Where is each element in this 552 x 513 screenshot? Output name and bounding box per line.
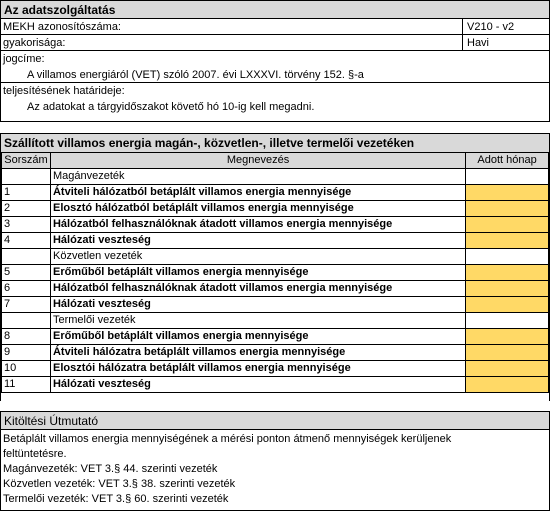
row-num: 4 bbox=[2, 233, 51, 249]
adott-honap-input[interactable] bbox=[466, 185, 549, 201]
adatszolgaltatas-title: Az adatszolgáltatás bbox=[1, 1, 549, 19]
col-sorszam: Sorszám bbox=[2, 153, 51, 169]
table-row bbox=[2, 185, 549, 201]
row-text: Elosztó hálózatból betáplált villamos energia mennyisége bbox=[50, 201, 465, 217]
col-adott-honap: Adott hónap bbox=[466, 153, 549, 169]
adott-honap-input[interactable] bbox=[466, 345, 549, 361]
table-row bbox=[2, 217, 549, 233]
adott-honap-input[interactable] bbox=[466, 377, 549, 393]
table-row bbox=[2, 361, 549, 377]
row-text: Átviteli hálózatra betáplált villamos energia mennyisége bbox=[50, 345, 465, 361]
vezetek-section bbox=[0, 133, 550, 401]
row-num: 11 bbox=[2, 377, 51, 393]
row-text: Hálózati veszteség bbox=[50, 297, 465, 313]
adatszolgaltatas-section bbox=[0, 0, 550, 122]
guide-line: Magánvezeték: VET 3.§ 44. szerinti vezeték bbox=[3, 463, 218, 475]
row-num: 3 bbox=[2, 217, 51, 233]
hatarido-value: Az adatokat a tárgyidőszakot követő hó 10-ig kell megadni. bbox=[27, 101, 315, 113]
vezetek-table-header bbox=[2, 153, 549, 169]
gyakorisag-label: gyakorisága: bbox=[3, 35, 463, 51]
gyakorisag-row bbox=[1, 35, 549, 51]
table-row bbox=[2, 345, 549, 361]
row-text: Erőműből betáplált villamos energia mennyisége bbox=[50, 329, 465, 345]
table-row bbox=[2, 377, 549, 393]
mekh-label: MEKH azonosítószáma: bbox=[3, 19, 463, 35]
row-num: 8 bbox=[2, 329, 51, 345]
row-num: 2 bbox=[2, 201, 51, 217]
jogcime-label-row bbox=[1, 51, 549, 67]
kitoltesi-utmutato-title: Kitöltési Útmutató bbox=[1, 412, 549, 430]
vezetek-title: Szállított villamos energia magán-, közvetlen-, illetve termelői vezetéken bbox=[1, 134, 549, 152]
guide-line: feltüntetésre. bbox=[3, 448, 67, 460]
table-row bbox=[2, 233, 549, 249]
row-text: Hálózatból felhasználóknak átadott villamos energia mennyisége bbox=[50, 281, 465, 297]
adott-honap-input[interactable] bbox=[466, 233, 549, 249]
row-num: 1 bbox=[2, 185, 51, 201]
guide-line: Közvetlen vezeték: VET 3.§ 38. szerinti vezeték bbox=[3, 478, 236, 490]
row-num: 10 bbox=[2, 361, 51, 377]
vezetek-table bbox=[1, 152, 549, 393]
group-name: Magánvezeték bbox=[50, 169, 465, 185]
group-name: Közvetlen vezeték bbox=[50, 249, 465, 265]
adott-honap-input[interactable] bbox=[466, 361, 549, 377]
group-row-maganvezetek bbox=[2, 169, 549, 185]
table-row bbox=[2, 297, 549, 313]
adott-honap-input[interactable] bbox=[466, 297, 549, 313]
guide-line: Betáplált villamos energia mennyiségének a mérési ponton átmenő mennyiségek kerüljenek bbox=[3, 433, 452, 445]
mekh-row bbox=[1, 19, 549, 35]
row-text: Hálózati veszteség bbox=[50, 377, 465, 393]
row-num: 9 bbox=[2, 345, 51, 361]
table-row bbox=[2, 329, 549, 345]
hatarido-value-row bbox=[1, 99, 549, 115]
kitoltesi-utmutato-section bbox=[0, 411, 550, 511]
table-row bbox=[2, 201, 549, 217]
row-num: 6 bbox=[2, 281, 51, 297]
mekh-value: V210 - v2 bbox=[467, 21, 515, 33]
hatarido-label-row bbox=[1, 83, 549, 99]
row-text: Erőműből betáplált villamos energia mennyisége bbox=[50, 265, 465, 281]
row-text: Elosztói hálózatra betáplált villamos energia mennyisége bbox=[50, 361, 465, 377]
row-text: Hálózati veszteség bbox=[50, 233, 465, 249]
jogcime-label: jogcíme: bbox=[3, 53, 45, 65]
adott-honap-input[interactable] bbox=[466, 265, 549, 281]
table-row bbox=[2, 265, 549, 281]
adott-honap-input[interactable] bbox=[466, 329, 549, 345]
row-num: 5 bbox=[2, 265, 51, 281]
table-row bbox=[2, 281, 549, 297]
row-text: Hálózatból felhasználóknak átadott villamos energia mennyisége bbox=[50, 217, 465, 233]
adott-honap-input[interactable] bbox=[466, 201, 549, 217]
group-name: Termelői vezeték bbox=[50, 313, 465, 329]
row-text: Átviteli hálózatból betáplált villamos energia mennyisége bbox=[50, 185, 465, 201]
jogcime-value: A villamos energiáról (VET) szóló 2007. évi LXXXVI. törvény 152. §-a bbox=[27, 69, 364, 81]
guide-line: Termelői vezeték: VET 3.§ 60. szerinti vezeték bbox=[3, 493, 229, 505]
hatarido-label: teljesítésének határideje: bbox=[3, 85, 125, 97]
group-row-termeloi bbox=[2, 313, 549, 329]
group-row-kozvetlen bbox=[2, 249, 549, 265]
adott-honap-input[interactable] bbox=[466, 281, 549, 297]
col-megnevezes: Megnevezés bbox=[50, 153, 465, 169]
jogcime-value-row bbox=[1, 67, 549, 83]
adott-honap-input[interactable] bbox=[466, 217, 549, 233]
row-num: 7 bbox=[2, 297, 51, 313]
gyakorisag-value: Havi bbox=[467, 37, 490, 49]
